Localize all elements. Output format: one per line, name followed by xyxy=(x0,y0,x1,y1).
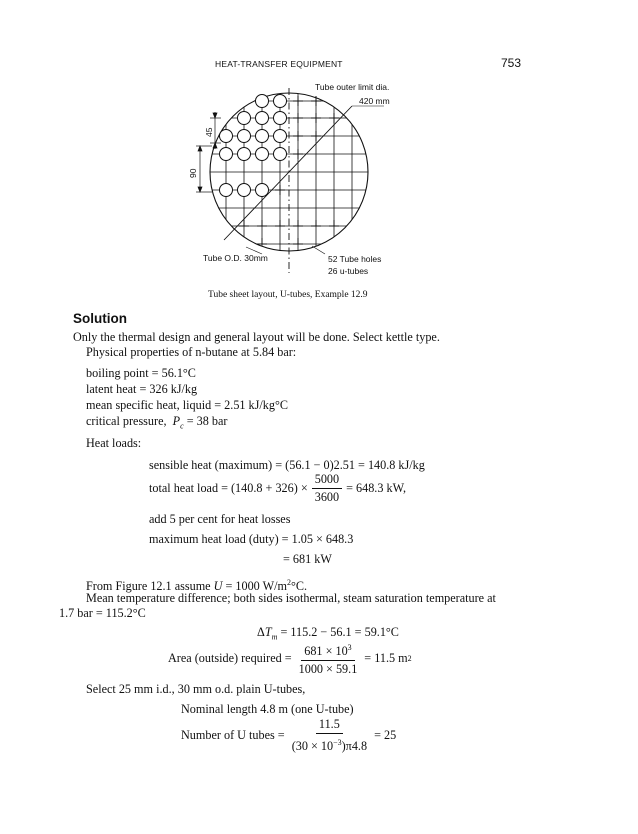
tube-hole xyxy=(274,112,287,125)
solution-heading: Solution xyxy=(73,311,127,326)
delta-t-equation: $\Delta T_m = 115.2 - 56.1 = 59.1^\circ C$ xyxy=(257,625,399,642)
tube-hole xyxy=(274,148,287,161)
heat-losses-note: add 5 per cent for heat losses xyxy=(149,512,291,526)
tube-hole xyxy=(238,184,251,197)
tube-return-mark xyxy=(257,220,267,226)
tube-hole xyxy=(256,184,269,197)
tube-position-mark xyxy=(311,113,321,123)
tube-hole xyxy=(238,130,251,143)
tube-return-mark xyxy=(293,238,303,244)
outer-limit-value: 420 mm xyxy=(359,96,390,106)
tube-od-label: Tube O.D. 30mm xyxy=(203,253,268,263)
tube-return-mark xyxy=(311,220,321,226)
page-number: 753 xyxy=(501,56,522,70)
tube-position-mark xyxy=(293,149,303,159)
tube-return-mark xyxy=(257,238,267,244)
dimension-90-label: 90 xyxy=(188,168,198,178)
tube-position-mark xyxy=(293,131,303,141)
tube-hole xyxy=(220,130,233,143)
figure-caption: Tube sheet layout, U-tubes, Example 12.9 xyxy=(208,290,368,300)
prop-critical-pressure: critical pressure, $P_c = 38$ bar xyxy=(86,414,228,431)
select-tubes-line: Select 25 mm i.d., 30 mm o.d. plain U-tubes, xyxy=(86,682,306,696)
tube-hole xyxy=(274,130,287,143)
tube-hole xyxy=(256,95,269,108)
tube-position-mark xyxy=(275,185,285,195)
tube-hole xyxy=(274,95,287,108)
mtd-line-2: 1.7 bar = 115.2°C xyxy=(59,606,146,620)
total-heat-equation: total heat load = (140.8 + 326) × $\frac{5000}{3600}$ = 648.3 kW, xyxy=(149,472,407,504)
area-equation: Area (outside) required = $\frac{681 \times 10^3}{1000 \times 59.1}$ = 11.5 m 2 xyxy=(168,640,412,677)
tube-hole xyxy=(256,130,269,143)
dimension-45-label: 45 xyxy=(204,127,214,137)
tube-hole xyxy=(238,112,251,125)
tube-position-mark xyxy=(293,96,303,106)
max-duty-result: = 681 kW xyxy=(283,552,332,566)
tube-position-mark xyxy=(311,96,321,106)
tube-sheet-diagram xyxy=(0,0,638,300)
tube-hole xyxy=(256,148,269,161)
u-tubes-label: 26 u-tubes xyxy=(328,266,369,276)
prop-latent-heat: latent heat = 326 kJ/kg xyxy=(86,382,198,396)
properties-intro: Physical properties of n-butane at 5.84 bar: xyxy=(86,345,297,359)
tube-return-mark xyxy=(293,220,303,226)
tube-hole xyxy=(220,184,233,197)
prop-boiling-point: boiling point = 56.1°C xyxy=(86,366,196,380)
outer-limit-label: Tube outer limit dia. xyxy=(315,82,390,92)
solution-intro: Only the thermal design and general layout will be done. Select kettle type. xyxy=(73,330,440,344)
heat-loads-label: Heat loads: xyxy=(86,436,142,450)
tube-return-mark xyxy=(329,220,339,226)
sensible-heat-equation: sensible heat (maximum) = (56.1 − 0)2.51 = 140.8 kJ/kg xyxy=(149,458,425,472)
outer-limit-leader xyxy=(224,106,352,240)
tube-hole xyxy=(220,148,233,161)
tube-hole xyxy=(256,112,269,125)
assume-u-line: From Figure 12.1 assume U = 1000 $W/m^2^\circ C$. xyxy=(86,578,308,594)
tube-return-mark xyxy=(275,220,285,226)
nominal-length-line: Nominal length 4.8 m (one U-tube) xyxy=(181,702,354,716)
prop-specific-heat: mean specific heat, liquid = 2.51 kJ/kg°C xyxy=(86,398,288,412)
tube-hole xyxy=(238,148,251,161)
mtd-line-1: Mean temperature difference; both sides isothermal, steam saturation temperature at xyxy=(86,591,496,605)
running-title: HEAT-TRANSFER EQUIPMENT xyxy=(215,59,343,69)
number-of-tubes-equation: Number of U tubes = $\frac{11.5}{(30 \times 10^{-3})\pi 4.8}$ = 25 xyxy=(181,717,397,754)
tube-holes-label: 52 Tube holes xyxy=(328,254,382,264)
tube-position-mark xyxy=(293,113,303,123)
max-duty-equation: maximum heat load (duty) = 1.05 × 648.3 xyxy=(149,532,354,546)
